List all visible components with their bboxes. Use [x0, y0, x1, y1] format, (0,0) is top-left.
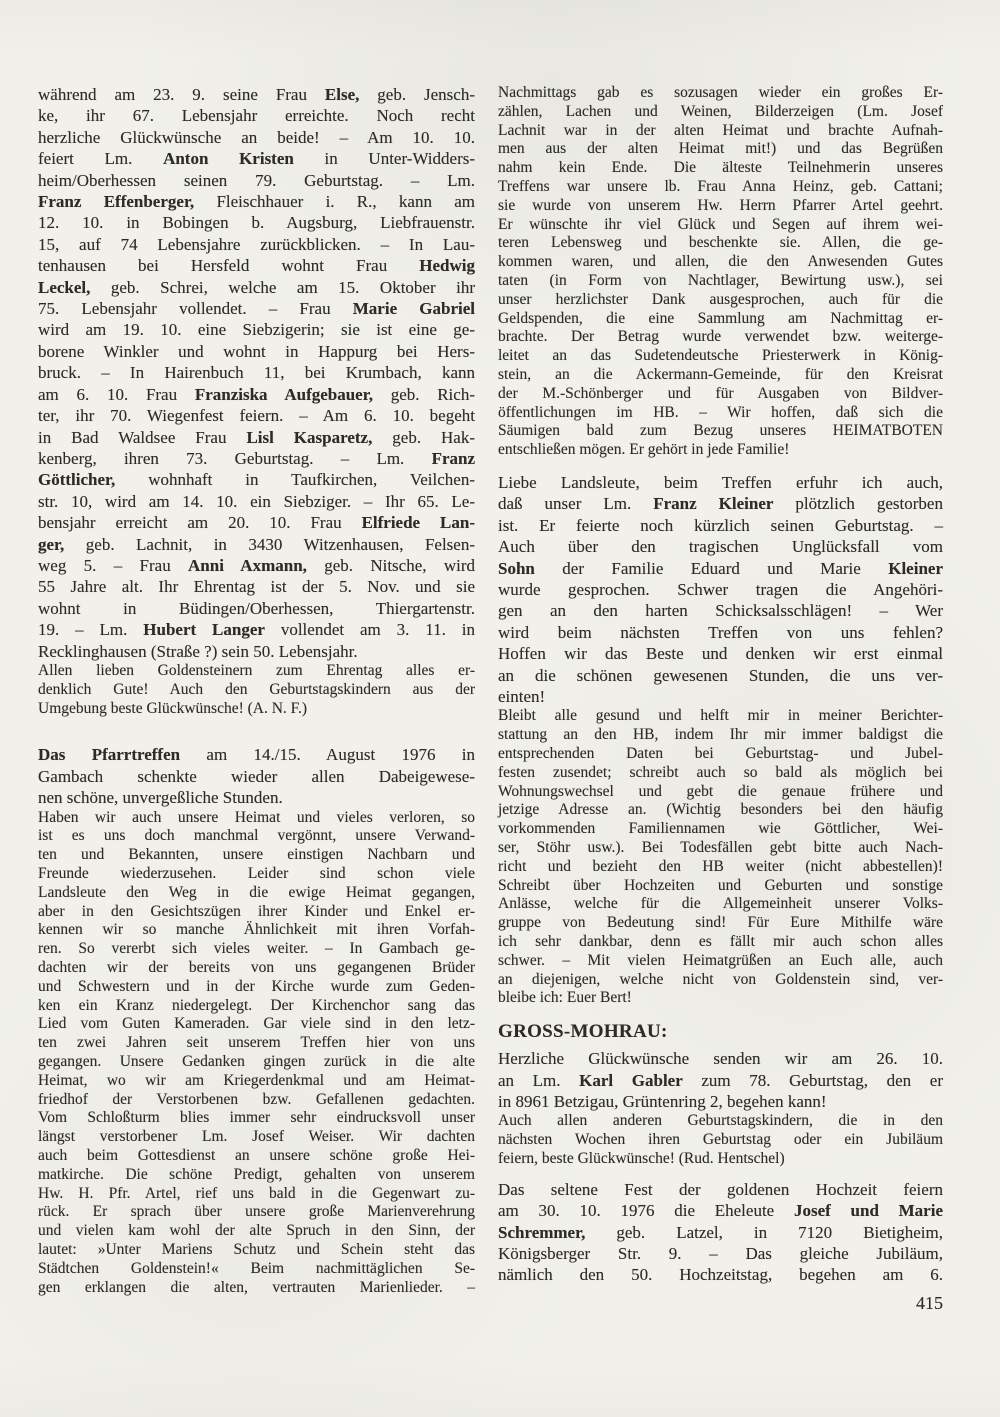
text-line: an Lm. Karl Gabler zum 78. Geburtstag, den er	[498, 1070, 943, 1090]
text-line: GROSS-MOHRAU:	[498, 1021, 668, 1043]
text-line: nahm kein Ende. Die älteste Teilnehmerin unseres	[498, 159, 943, 177]
paragraph	[498, 1048, 943, 1112]
text-line: am 30. 10. 1976 die Eheleute Josef und Marie	[498, 1201, 943, 1221]
text-line: nämlich den 50. Hochzeitstag, begehen am 6.	[498, 1265, 943, 1285]
text-line: gen an den harten Schicksalsschlägen! – Wer	[498, 601, 943, 621]
paragraph	[38, 809, 475, 1298]
text-line: gegangen. Unsere Gedanken gingen zurück in die alte	[38, 1052, 475, 1070]
text-line: Vom Schloßturm blies immer sehr eindrucksvoll unser	[38, 1109, 475, 1127]
text-line: Hw. H. Pfr. Artel, rief uns bald in die Gegenwart zu-	[38, 1184, 475, 1202]
text-line: stattung an den HB, indem Ihr mir immer baldigst die	[498, 726, 943, 744]
text-line: Er wünschte ihr viel Glück und Segen auf ihrem wei-	[498, 215, 943, 233]
text-line: wohnt in Büdingen/Oberhessen, Thiergartenstr.	[38, 598, 475, 618]
text-line: Wohnungswechsel und gebt die genaue frühere und	[498, 782, 943, 800]
paragraph	[38, 744, 475, 808]
text-line: teren Lebensweg und beschenkte sie. Allen, die ge-	[498, 234, 943, 252]
text-line: der M.-Schönberger und für Ausgaben von Bildver-	[498, 384, 943, 402]
text-line: Herzliche Glückwünsche senden wir am 26. 10.	[498, 1049, 943, 1069]
text-line: Das Pfarrtreffen am 14./15. August 1976 in	[38, 745, 475, 765]
paragraph	[38, 662, 475, 718]
text-line: Leckel, geb. Schrei, welche am 15. Oktober ihr	[38, 277, 475, 297]
text-line: ter, ihr 70. Wiegenfest feiern. – Am 6. 10. begeht	[38, 406, 475, 426]
text-line: Heimat, wo wir am Kriegerdenkmal und am Heimat-	[38, 1071, 475, 1089]
text-line: 55 Jahre alt. Ihr Ehrentag ist der 5. Nov. und sie	[38, 577, 475, 597]
text-line: Sohn der Familie Eduard und Marie Kleiner	[498, 558, 943, 578]
text-line: Städtchen Goldenstein!« Beim nachmittäglichen Se-	[38, 1259, 475, 1277]
text-line: ren. So vererbt sich vieles weiter. – In Gambach ge-	[38, 940, 475, 958]
text-line: nächsten Wochen ihren Geburtstag oder ein Jubiläum	[498, 1131, 943, 1149]
text-line: in 8961 Betzigau, Grüntenring 2, begehen kann!	[498, 1091, 827, 1111]
text-line: Umgebung beste Glückwünsche! (A. N. F.)	[38, 699, 308, 717]
text-line: schwer. – Mit vielen Heimatgrüßen an Euch alle, auch	[498, 951, 943, 969]
text-line: Auch allen anderen Geburtstagskindern, die in den	[498, 1112, 943, 1130]
text-line: jetzige Adresse an. (Wichtig besonders bei den häufig	[498, 801, 943, 819]
text-line: men aus der alten Heimat mit!) und das Begrüßen	[498, 140, 943, 158]
text-line: Freunde wiederzusehen. Leider sind schon viele	[38, 864, 475, 882]
text-line: festen zusendet; schreibt auch so bald als möglich bei	[498, 763, 943, 781]
text-line: zählen, Lachen und Weinen, Bilderzeigen (Lm. Josef	[498, 102, 943, 120]
text-line: brachte. Der Betrag wurde verwendet bzw. weiterge-	[498, 328, 943, 346]
text-line: gruppe von Bedeutung sind! Für Eure Mithilfe wäre	[498, 914, 943, 932]
text-line: ser, Stöhr usw.). Bei Todesfällen gebt bitte auch Nach-	[498, 838, 943, 856]
left-column	[38, 84, 475, 1297]
text-line: unser herzlichster Dank ausgesprochen, auch für die	[498, 290, 943, 308]
text-line: weg 5. – Frau Anni Axmann, geb. Nitsche, wird	[38, 555, 475, 575]
text-line: kommen waren, und allen, die den Anwesenden Gutes	[498, 253, 943, 271]
text-line: wurde gesprochen. Schwer tragen die Angehöri-	[498, 579, 943, 599]
text-line: Franz Effenberger, Fleischhauer i. R., kann am	[38, 192, 475, 212]
paragraph	[38, 84, 475, 662]
text-line: längst verstorbener Lm. Josef Weiser. Wir dachten	[38, 1128, 475, 1146]
text-line: rück. Er sprach über unsere große Marienverehrung	[38, 1203, 475, 1221]
text-line: matkirche. Die schöne Predigt, gehalten von unserem	[38, 1165, 475, 1183]
text-line: Auch über den tragischen Unglücksfall vom	[498, 537, 943, 557]
text-line: bruck. – In Hairenbuch 11, bei Krumbach, kann	[38, 363, 475, 383]
text-line: am 6. 10. Frau Franziska Aufgebauer, geb. Rich-	[38, 384, 475, 404]
text-line: und vielen kam wohl der alte Spruch in den Sinn, der	[38, 1222, 475, 1240]
text-line: stein, an die Ackermann-Gemeinde, für den Kreisrat	[498, 365, 943, 383]
text-line: 19. – Lm. Hubert Langer vollendet am 3. 11. in	[38, 620, 475, 640]
text-line: ist es uns doch manchmal vergönnt, unsere Verwand-	[38, 827, 475, 845]
text-line: Gambach schenkte wieder allen Dabeigewese-	[38, 766, 475, 786]
text-line: an diejenigen, welche nicht von Goldenstein sind, ver-	[498, 970, 943, 988]
text-line: auch beim Gottesdienst an unsere schöne große Hei-	[38, 1146, 475, 1164]
paragraph	[498, 1179, 943, 1286]
text-line: Landsleute den Weg in die ewige Heimat gegangen,	[38, 883, 475, 901]
text-line: tenhausen bei Hersfeld wohnt Frau Hedwig	[38, 256, 475, 276]
text-line: ist. Er feierte noch kürzlich seinen Geburtstag. –	[498, 515, 943, 535]
text-line: ger, geb. Lachnit, in 3430 Witzenhausen, Felsen-	[38, 534, 475, 554]
text-line: Säumigen bald zum Bezug unseres HEIMATBOTEN	[498, 422, 943, 440]
text-line: bensjahr erreicht am 20. 10. Frau Elfriede Lan-	[38, 513, 475, 533]
text-line: kenberg, ihren 73. Geburtstag. – Lm. Franz	[38, 448, 475, 468]
text-line: Lied vom Guten Kameraden. Gar viele sind in den letz-	[38, 1015, 475, 1033]
right-column	[498, 84, 943, 1286]
text-line: denklich Gute! Auch den Geburtstagskindern aus der	[38, 680, 475, 698]
text-line: ten und Bekannten, unsere einstigen Nachbarn und	[38, 846, 475, 864]
text-line: Liebe Landsleute, beim Treffen erfuhr ich auch,	[498, 472, 943, 492]
text-line: gen erklangen die alten, vertrauten Marienlieder. –	[38, 1278, 475, 1296]
text-line: Lachnit war in der alten Heimat und brachte Aufnah-	[498, 121, 943, 139]
text-line: wird am 19. 10. eine Siebzigerin; sie ist eine ge-	[38, 320, 475, 340]
text-line: ten zwei Jahren seit unserem Treffen hier von uns	[38, 1034, 475, 1052]
section-heading	[498, 1020, 943, 1044]
text-line: Recklinghausen (Straße ?) sein 50. Lebensjahr.	[38, 641, 358, 661]
text-line: borene Winkler und wohnt in Happurg bei Hers-	[38, 341, 475, 361]
text-line: Haben wir auch unsere Heimat und vieles verloren, so	[38, 808, 475, 826]
text-line: Schreibt über Hochzeiten und Geburten und sonstige	[498, 876, 943, 894]
text-line: dachten wir der bereits von uns gegangenen Brüder	[38, 958, 475, 976]
paragraph	[498, 84, 943, 460]
text-line: Göttlicher, wohnhaft in Taufkirchen, Veilchen-	[38, 470, 475, 490]
text-line: Das seltene Fest der goldenen Hochzeit feiern	[498, 1179, 943, 1199]
text-line: sie wurde von unserem Hw. Herrn Pfarrer Artel geehrt.	[498, 196, 943, 214]
paragraph	[498, 707, 943, 1008]
text-line: ich sehr dankbar, denn es fällt mir auch schon alles	[498, 932, 943, 950]
text-line: Geldspenden, die eine Sammlung am Nachmittag er-	[498, 309, 943, 327]
text-line: wird beim nächsten Treffen von uns fehlen?	[498, 622, 943, 642]
text-line: entsprechenden Daten bei Geburtstag- und Jubel-	[498, 745, 943, 762]
text-line: taten (in Form von Nachtlager, Bewirtung usw.), sei	[498, 271, 943, 289]
page-number: 415	[916, 1293, 943, 1313]
text-line: Schremmer, geb. Latzel, in 7120 Bietigheim,	[498, 1222, 943, 1242]
text-line: Treffens war unsere lb. Frau Anna Heinz, geb. Cattani;	[498, 177, 943, 195]
text-line: aber in den Gesichtszügen ihrer Kinder und Enkel er-	[38, 902, 475, 920]
text-line: Nachmittags gab es sozusagen wieder ein großes Er-	[498, 84, 943, 101]
text-line: öffentlichungen im HB. – Wir hoffen, daß sich die	[498, 403, 943, 421]
text-line: in Bad Waldsee Frau Lisl Kasparetz, geb. Hak-	[38, 427, 476, 447]
paragraph	[498, 1112, 943, 1168]
text-line: str. 10, wird am 14. 10. ein Siebziger. – Ihr 65. Le-	[38, 491, 475, 511]
text-line: 12. 10. in Bobingen b. Augsburg, Liebfrauenstr.	[38, 213, 475, 233]
text-line: Königsberger Str. 9. – Das gleiche Jubiläum,	[498, 1243, 943, 1263]
text-line: daß unser Lm. Franz Kleiner plötzlich gestorben	[498, 494, 943, 514]
text-line: Bleibt alle gesund und helft mir in meiner Berichter-	[498, 707, 943, 725]
text-line: Anlässe, welche für die Allgemeinheit unserer Volks-	[498, 895, 943, 913]
text-line: feiert Lm. Anton Kristen in Unter-Widders-	[38, 149, 476, 169]
text-line: leitet an das Sudetendeutsche Priesterwerk in König-	[498, 347, 943, 365]
text-line: 75. Lebensjahr vollendet. – Frau Marie Gabriel	[38, 299, 475, 319]
paragraph	[498, 472, 943, 707]
text-line: ken ein Kranz niedergelegt. Der Kirchenchor sang das	[38, 996, 475, 1014]
text-line: heim/Oberhessen seinen 79. Geburtstag. – Lm.	[38, 170, 475, 190]
text-line: vorkommenden Familiennamen wie Göttlicher, Wei-	[498, 820, 943, 838]
text-line: ke, ihr 67. Lebensjahr erreichte. Noch recht	[38, 106, 475, 126]
text-line: 15, auf 74 Lebensjahre zurückblicken. – In Lau-	[38, 234, 475, 254]
text-line: bleibe ich: Euer Bert!	[498, 989, 632, 1007]
text-line: und Schwestern und in der Kirche wurde zum Geden-	[38, 977, 475, 995]
text-line: friedhof der Verstorbenen bzw. Gefallenen gedachten.	[38, 1090, 475, 1108]
text-line: lautet: »Unter Mariens Schutz und Schein steht das	[38, 1240, 475, 1258]
text-line: entschließen mögen. Er gehört in jede Familie!	[498, 441, 790, 459]
text-line: nen schöne, unvergeßliche Stunden.	[38, 788, 283, 808]
text-line: kennen wir so manche Ähnlichkeit mit ihren Vorfah-	[38, 921, 475, 939]
text-line: während am 23. 9. seine Frau Else, geb. Jensch-	[38, 85, 476, 104]
text-line: herzliche Glückwünsche an beide! – Am 10. 10.	[38, 127, 475, 147]
text-line: richt und bezieht den HB weiter (nicht abbestellen)!	[498, 857, 943, 875]
text-line: Hoffen wir das Beste und denken wir erst einmal	[498, 644, 943, 664]
text-line: Allen lieben Goldensteinern zum Ehrentag alles er-	[38, 661, 475, 679]
text-line: an die schönen gewesenen Stunden, die uns ver-	[498, 665, 943, 685]
text-line: einten!	[498, 687, 546, 706]
text-line: feiern, beste Glückwünsche! (Rud. Hentschel)	[498, 1149, 785, 1167]
